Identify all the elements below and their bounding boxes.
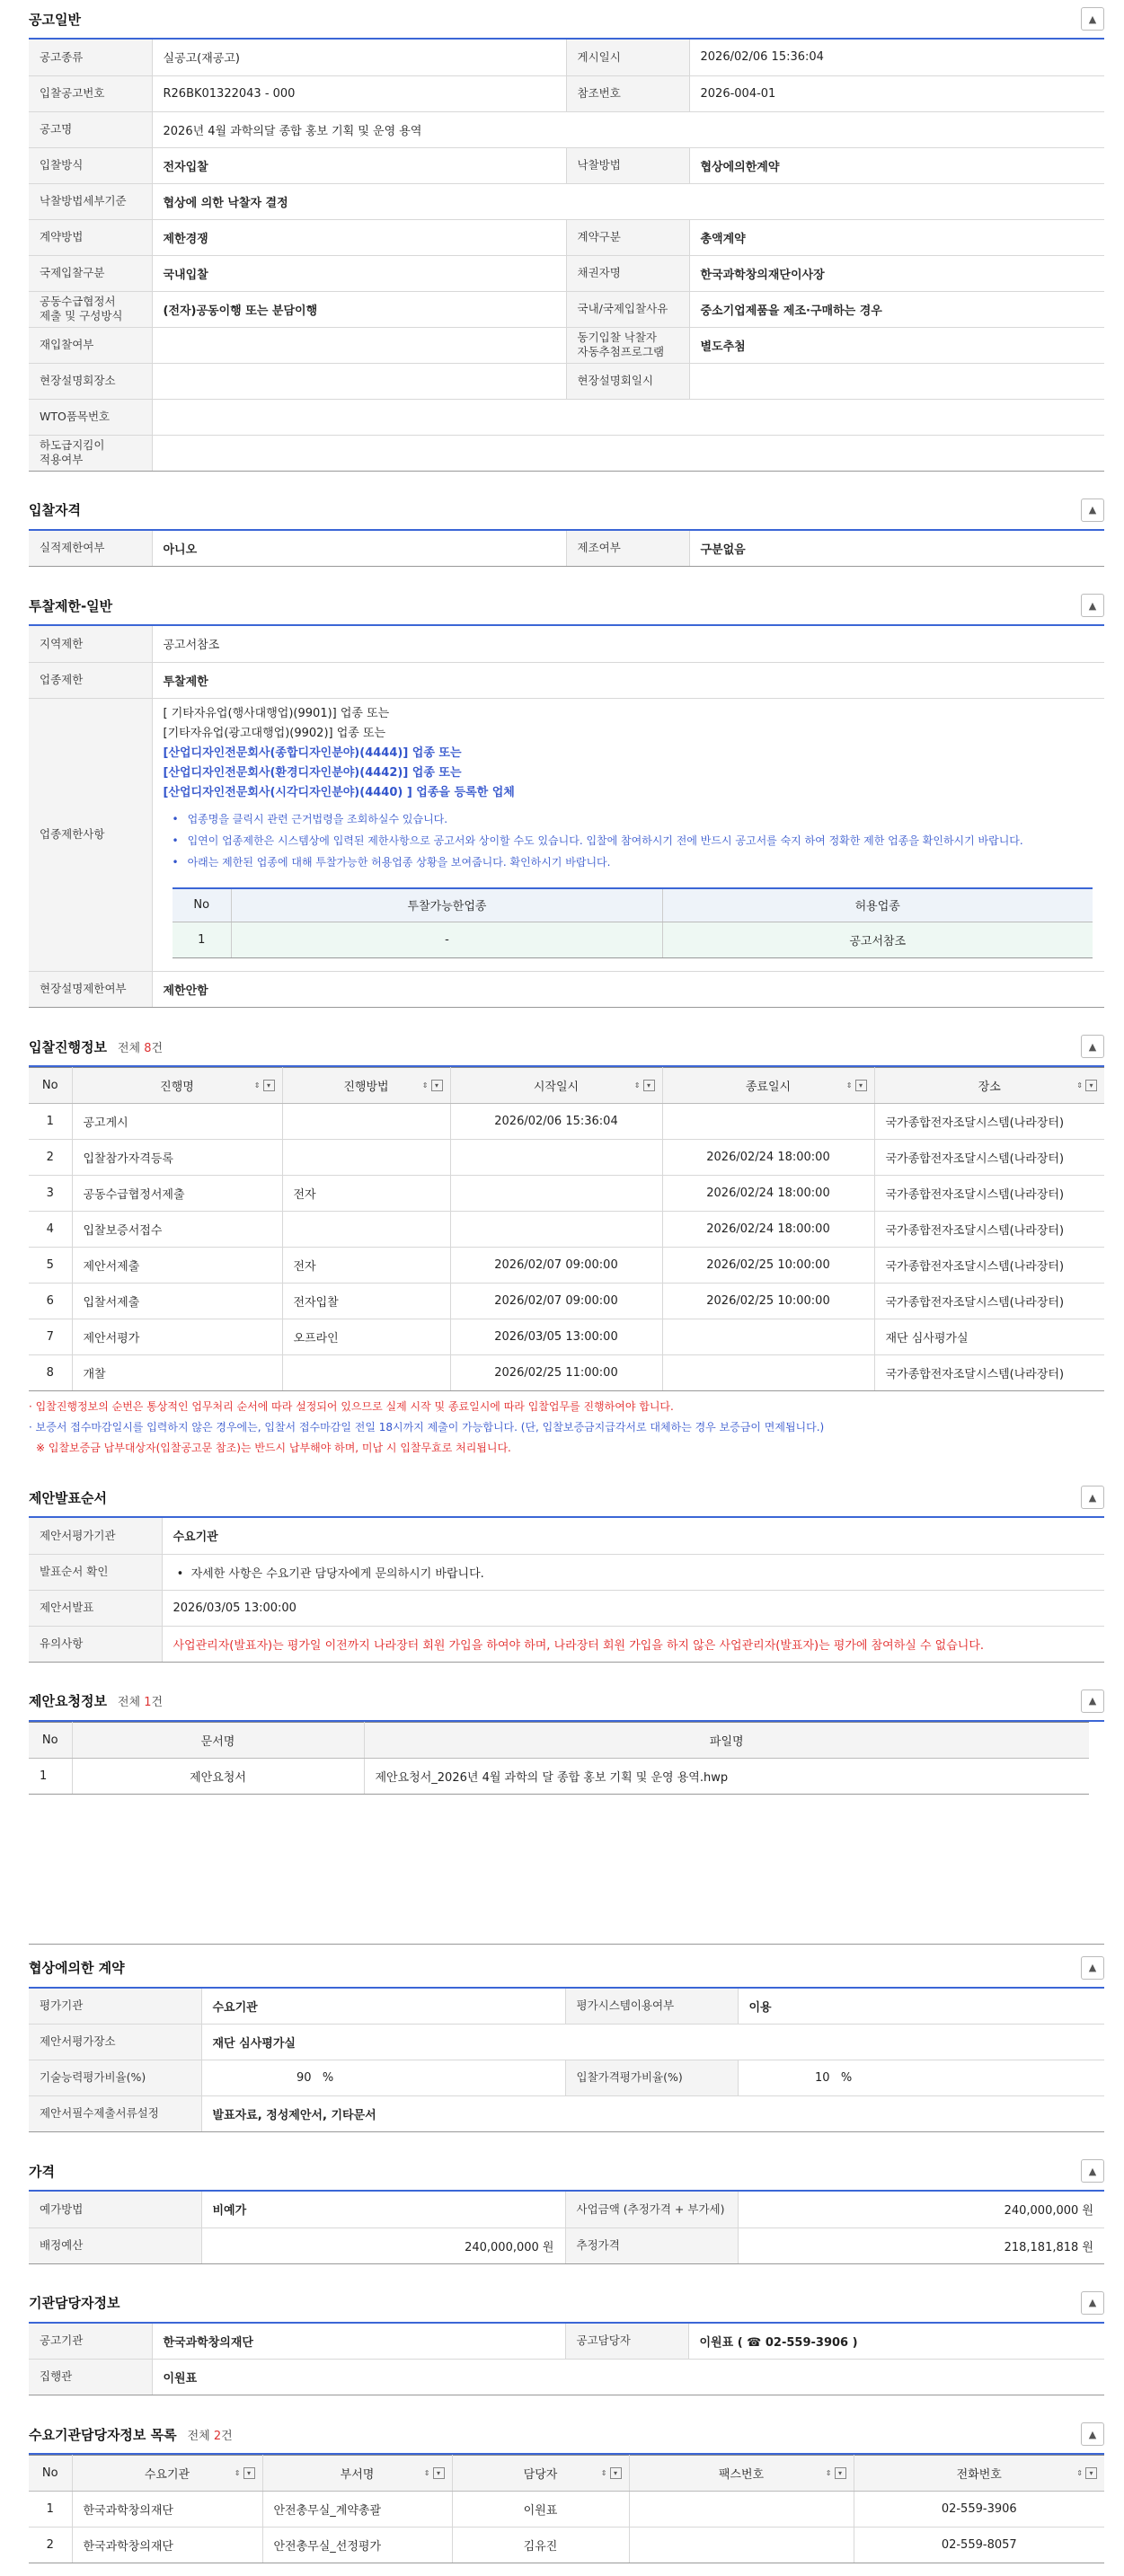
request-section-title: 제안요청정보 전체 1건 [29,1693,164,1709]
field-label: 평가기관 [29,1989,201,2025]
field-label: 재입찰여부 [29,327,152,363]
field-value: 제한안함 [152,972,1104,1008]
info-row: 실적제한여부 아니오 제조여부 구분없음 [29,531,1104,567]
table-cell [629,2527,854,2563]
table-cell: - [232,922,663,958]
column-header: No [173,888,232,922]
info-row [29,2025,1104,2060]
progress-section-count: 전체 8건 [117,1041,164,1055]
info-row: 유의사항 사업관리자(발표자)는 평가일 이전까지 나라장터 회원 가입을 하여야 하며, 나라장터 회원 가입을 하지 않은 사업관리자(발표자)는 평가에 참여하실 수 없습니다. [29,1626,1104,1662]
table-cell: 국가종합전자조달시스템(나라장터) [874,1284,1104,1319]
table-row[interactable] [29,2492,1104,2527]
field-value: 수요기관 [201,1989,565,2025]
progress-table [29,1067,1104,1391]
qualification-table [29,531,1104,568]
table-cell: 전자 [282,1248,450,1284]
table-cell: 재단 심사평가실 [874,1319,1104,1355]
field-label: 현장설명회일시 [566,363,689,399]
table-cell [662,1319,874,1355]
chevron-up-icon[interactable]: ▲ [1081,7,1104,31]
column-header[interactable]: No [29,1068,72,1104]
progress-section-header [29,1028,1104,1067]
table-cell: 2026/03/05 13:00:00 [450,1319,662,1355]
column-header: 문서명 [72,1722,364,1758]
field-value [689,363,1104,399]
table-cell: 2026/02/25 10:00:00 [662,1248,874,1284]
table-cell: 공고서참조 [663,922,1093,958]
info-row: 배정예산 240,000,000 원 추정가격 218,181,818 원 [29,2228,1104,2263]
note-item: · 입찰진행정보의 순번은 통상적인 업무처리 순서에 따라 설정되어 있으므로 실제 시작 및 종료일시에 따라 입찰업무를 진행하여야 합니다. [29,1400,674,1413]
proposal-order-section-title: 제안발표순서 [29,1489,107,1506]
field-value: 한국과학창의재단 [152,2324,565,2360]
request-section-header [29,1682,1104,1722]
progress-section-title: 입찰진행정보 전체 8건 [29,1038,164,1055]
info-row [29,399,1104,435]
field-label: 공동수급협정서 제출 및 구성방식 [29,291,152,327]
contacts-section-title: 수요기관담당자정보 목록 전체 2건 [29,2426,233,2443]
info-row [29,2096,1104,2132]
field-label: 계약방법 [29,219,152,255]
dropdown-icon[interactable]: ▾ [855,1080,867,1091]
dropdown-icon[interactable]: ▾ [433,2467,445,2479]
table-cell [282,1140,450,1176]
info-row [29,1989,1104,2025]
field-label: 입찰공고번호 [29,75,152,111]
dropdown-icon[interactable]: ▾ [643,1080,655,1091]
field-value [152,363,566,399]
field-label: 낙찰방법 [566,147,689,183]
request-section-count: 전체 1건 [117,1696,164,1709]
progress-notes [29,1391,1104,1459]
chevron-up-icon[interactable]: ▲ [1081,1689,1104,1713]
field-value: 중소기업제품을 제조·구매하는 경우 [689,291,1104,327]
column-header[interactable]: 수요기관 ⇕ ▾ [72,2456,262,2492]
table-cell [450,1140,662,1176]
field-label: 공고담당자 [565,2324,688,2360]
sort-icon[interactable]: ⇕ ▾ [846,1080,867,1091]
info-row: 기술능력평가비율(%) 90 % 입찰가격평가비율(%) 10 % [29,2060,1104,2096]
field-label: 참조번호 [566,75,689,111]
field-label: 낙찰방법세부기준 [29,183,152,219]
table-cell: 안전총무실_선정평가 [262,2527,452,2563]
table-cell: 오프라인 [282,1319,450,1355]
sort-icon[interactable]: ⇕ ▾ [826,2467,846,2479]
sort-icon[interactable]: ⇕ ▾ [1076,2467,1097,2479]
note-item: • 입연이 업종제한은 시스템상에 입력된 제한사항으로 공고서와 상이할 수도 있습니다. 입찰에 참여하시기 전에 반드시 공고서를 숙지 하여 정확한 제한 업종을 확인하시기 바랍니다. [164,830,1094,851]
table-cell: 8 [29,1355,72,1391]
table-cell [662,1355,874,1391]
column-header[interactable]: 시작일시 ⇕ ▾ [450,1068,662,1104]
table-cell: 국가종합전자조달시스템(나라장터) [874,1355,1104,1391]
table-cell: 02-559-3906 [854,2492,1104,2527]
industry-link: [기타자유업(광고대행업)(9902)] 업종 또는 [163,726,386,740]
restriction-table: 지역제한 공고서참조 업종제한 투찰제한 업종제한사항 [ 기타자유업(행사대행업)(9901)] 업종 또는 [기타자유업(광고대행업)(9902)] 업종 또는 [산업디자인전문회사(종합디자인분야)(4444)] 업종 또는 [산업디자인전문회사(환경디자인분야)(4442)] 업종 또는 [산업디자인전문회사(시각디자인분야)(4440) ] 업종을 등록한 업체 • 업종명을 클릭시 관련 근거법령을 조회하실수 있습니다. • 입연이 업종제한은 시스템상에 입력된 제한사항으로 공고서와 상이할 수도 있습니다. 입찰에 참여하시기 전에 반드시 공고서를 숙지 하여 정확한 제한 업종을 확인하시기 바랍니다. • 아래는 제한된 업종에 대해 투찰가능한 허용업종 상황을 보여줍니다. 확인하시기 바랍니다. No 투찰가능한업종 허용업종 1 - 공고서참조 현장설명제한여부 제한안함 [29,626,1104,1008]
column-header[interactable]: 진행방법 ⇕ ▾ [282,1068,450,1104]
field-value: 2026/02/06 15:36:04 [689,40,1104,75]
table-cell: 1 [29,1758,72,1794]
table-cell [282,1104,450,1140]
table-cell: 제안서평가 [72,1319,282,1355]
sort-icon[interactable]: ⇕ ▾ [634,1080,655,1091]
table-cell: 개찰 [72,1355,282,1391]
field-value: 발표자료, 정성제안서, 기타문서 [201,2096,1104,2132]
field-value: (전자)공동이행 또는 분담이행 [152,291,566,327]
field-value: 실공고(재공고) [152,40,566,75]
restriction-section-title: 투찰제한-일반 [29,597,113,614]
note-item: • 아래는 제한된 업종에 대해 투찰가능한 허용업종 상황을 보여줍니다. 확인하시기 바랍니다. [164,851,1094,873]
field-label: 국제입찰구분 [29,255,152,291]
chevron-up-icon[interactable]: ▲ [1081,1956,1104,1980]
info-row [29,291,1104,327]
table-cell: 국가종합전자조달시스템(나라장터) [874,1248,1104,1284]
field-value: 별도추첨 [689,327,1104,363]
price-section-header [29,2152,1104,2192]
field-value: 수요기관 [162,1518,1104,1554]
info-row [29,183,1104,219]
field-label: 게시일시 [566,40,689,75]
table-cell: 2026/02/07 09:00:00 [450,1248,662,1284]
table-cell: 국가종합전자조달시스템(나라장터) [874,1104,1104,1140]
negotiation-table [29,1989,1104,2133]
table-row[interactable] [29,1140,1104,1176]
chevron-up-icon[interactable]: ▲ [1081,594,1104,617]
field-value: 2026년 4월 과학의달 종합 홍보 기획 및 운영 용역 [152,111,1104,147]
table-row[interactable] [29,1248,1104,1284]
qualification-section-title: 입찰자격 [29,502,81,518]
dropdown-icon[interactable]: ▾ [431,1080,443,1091]
field-value: 2026-004-01 [689,75,1104,111]
table-cell: 2 [29,1140,72,1176]
table-cell: 입찰서제출 [72,1284,282,1319]
table-cell [282,1212,450,1248]
table-cell [629,2492,854,2527]
table-cell: 2026/02/24 18:00:00 [662,1140,874,1176]
table-cell: 이원표 [452,2492,629,2527]
field-value: 공고서참조 [152,626,1104,662]
contacts-table [29,2455,1104,2563]
table-row[interactable] [29,1284,1104,1319]
info-row [29,435,1104,471]
table-cell: 1 [29,1104,72,1140]
table-row[interactable] [29,1176,1104,1212]
industry-link[interactable]: [산업디자인전문회사(환경디자인분야)(4442)] 업종 또는 [163,765,462,780]
field-value: 국내입찰 [152,255,566,291]
sort-icon[interactable]: ⇕ ▾ [235,2467,255,2479]
info-row [29,2324,1104,2360]
field-value [152,435,1104,471]
column-header[interactable]: 진행명 ⇕ ▾ [72,1068,282,1104]
column-header[interactable]: No [29,2456,72,2492]
field-label: 국내/국제입찰사유 [566,291,689,327]
table-cell: 2026/02/24 18:00:00 [662,1176,874,1212]
proposal-order-table [29,1518,1104,1663]
column-header[interactable]: 장소 ⇕ ▾ [874,1068,1104,1104]
dropdown-icon[interactable]: ▾ [1085,2467,1097,2479]
dropdown-icon[interactable]: ▾ [243,2467,255,2479]
table-cell: 2026/02/25 10:00:00 [662,1284,874,1319]
field-value: 이원표 [152,2360,1104,2395]
industry-link[interactable]: [산업디자인전문회사(종합디자인분야)(4444)] 업종 또는 [163,745,462,760]
general-table [29,40,1104,472]
field-label: 공고종류 [29,40,152,75]
price-section-title: 가격 [29,2163,55,2180]
agency-section-header [29,2284,1104,2324]
field-value: 협상에의한계약 [689,147,1104,183]
field-label: 입찰방식 [29,147,152,183]
note-item: ※ 입찰보증금 납부대상자(입찰공고문 참조)는 반드시 납부해야 하며, 미납 시 입찰무효로 처리됩니다. [36,1442,511,1454]
info-row [29,111,1104,147]
field-label: 공고명 [29,111,152,147]
restriction-notes [164,803,1094,878]
dropdown-icon[interactable]: ▾ [263,1080,275,1091]
field-label: 제안서평가장소 [29,2025,201,2060]
chevron-up-icon[interactable]: ▲ [1081,1035,1104,1058]
table-cell: 공고게시 [72,1104,282,1140]
column-header[interactable]: 종료일시 ⇕ ▾ [662,1068,874,1104]
info-row [29,327,1104,363]
table-cell: 공동수급협정서제출 [72,1176,282,1212]
info-row [29,147,1104,183]
info-row: 예가방법 비예가 사업금액 (추정가격 + 부가세) 240,000,000 원 [29,2192,1104,2228]
industry-detail [152,698,1104,972]
field-value: 협상에 의한 낙찰자 결정 [152,183,1104,219]
sort-icon[interactable]: ⇕ ▾ [1076,1080,1097,1091]
proposal-order-section-header [29,1478,1104,1518]
field-value: 투찰제한 [152,662,1104,698]
field-label: 현장설명회장소 [29,363,152,399]
column-header[interactable]: 부서명 ⇕ ▾ [262,2456,452,2492]
table-cell: 3 [29,1176,72,1212]
table-cell [450,1176,662,1212]
restriction-section-header [29,587,1104,626]
general-section-header [29,0,1104,40]
qualification-section-header [29,491,1104,531]
column-header: 투찰가능한업종 [232,888,663,922]
table-row[interactable] [29,1355,1104,1391]
field-label: 채권자명 [566,255,689,291]
table-cell: 한국과학창의재단 [72,2492,262,2527]
dropdown-icon[interactable]: ▾ [835,2467,846,2479]
table-cell: 4 [29,1212,72,1248]
info-row [29,255,1104,291]
table-cell: 2026/02/06 15:36:04 [450,1104,662,1140]
sort-icon[interactable]: ⇕ ▾ [422,1080,443,1091]
chevron-up-icon[interactable]: ▲ [1081,1486,1104,1509]
table-cell: 국가종합전자조달시스템(나라장터) [874,1140,1104,1176]
info-row: 발표순서 확인 • 자세한 사항은 수요기관 담당자에게 문의하시기 바랍니다. [29,1554,1104,1590]
table-cell: 국가종합전자조달시스템(나라장터) [874,1176,1104,1212]
table-cell: 전자입찰 [282,1284,450,1319]
field-value: 이용 [738,1989,1104,2025]
agency-section-title: 기관담당자정보 [29,2295,120,2311]
table-cell: 1 [29,2492,72,2527]
table-cell: 2026/02/07 09:00:00 [450,1284,662,1319]
info-row [29,219,1104,255]
table-row[interactable] [29,1212,1104,1248]
table-row[interactable] [29,2527,1104,2563]
agency-table [29,2324,1104,2396]
field-value: 한국과학창의재단이사장 [689,255,1104,291]
table-cell: 입찰참가자격등록 [72,1140,282,1176]
field-label: 평가시스템이용여부 [565,1989,738,2025]
field-value: 이원표 ( ☎ 02-559-3906 ) [688,2324,1104,2360]
table-row[interactable] [29,1104,1104,1140]
note-item: • 업종명을 클릭시 관련 근거법령을 조회하실수 있습니다. [164,808,1094,830]
column-header[interactable]: 담당자 ⇕ ▾ [452,2456,629,2492]
table-cell: 5 [29,1248,72,1284]
field-value: R26BK01322043 - 000 [152,75,566,111]
table-cell: 제안서제출 [72,1248,282,1284]
negotiation-section-title: 협상에의한 계약 [29,1960,125,1976]
column-header[interactable]: 전화번호 ⇕ ▾ [854,2456,1104,2492]
contacts-section-count: 전체 2건 [187,2429,233,2443]
info-row: 제안서평가기관 수요기관 [29,1518,1104,1554]
table-cell: 7 [29,1319,72,1355]
dropdown-icon[interactable]: ▾ [610,2467,622,2479]
field-label: 제안서필수제출서류설정 [29,2096,201,2132]
table-cell [282,1355,450,1391]
info-row [29,363,1104,399]
field-label: 공고기관 [29,2324,152,2360]
table-cell: 2026/02/24 18:00:00 [662,1212,874,1248]
dropdown-icon[interactable]: ▾ [1085,1080,1097,1091]
request-table [29,1722,1089,1795]
chevron-up-icon[interactable]: ▲ [1081,498,1104,522]
field-label: 하도급지킴이 적용여부 [29,435,152,471]
sort-icon[interactable]: ⇕ ▾ [424,2467,445,2479]
negotiation-section-header [29,1949,1104,1989]
column-header: 허용업종 [663,888,1093,922]
table-cell: 입찰보증서접수 [72,1212,282,1248]
chevron-up-icon[interactable]: ▲ [1081,2422,1104,2446]
table-cell: 한국과학창의재단 [72,2527,262,2563]
table-cell: 1 [173,922,232,958]
column-header: 파일명 [364,1722,1089,1758]
chevron-up-icon[interactable]: ▲ [1081,2291,1104,2315]
field-value: 재단 심사평가실 [201,2025,1104,2060]
column-header: No [29,1722,72,1758]
file-link[interactable]: 제안요청서_2026년 4월 과학의 달 종합 홍보 기획 및 운영 용역.hwp [364,1758,1089,1794]
info-row [29,2360,1104,2395]
table-row [173,922,1093,958]
field-label: 계약구분 [566,219,689,255]
contacts-section-header [29,2415,1104,2455]
table-cell: 2 [29,2527,72,2563]
table-cell: 전자 [282,1176,450,1212]
field-value: 제한경쟁 [152,219,566,255]
field-value: • 자세한 사항은 수요기관 담당자에게 문의하시기 바랍니다. [162,1554,1104,1590]
table-row[interactable] [29,1319,1104,1355]
field-label: WTO품목번호 [29,399,152,435]
chevron-up-icon[interactable]: ▲ [1081,2159,1104,2183]
table-cell: 국가종합전자조달시스템(나라장터) [874,1212,1104,1248]
table-cell [450,1212,662,1248]
field-value: 전자입찰 [152,147,566,183]
info-row: 제안서발표 2026/03/05 13:00:00 [29,1590,1104,1626]
field-label: 동기입찰 낙찰자 자동추첨프로그램 [566,327,689,363]
table-cell: 2026/02/25 11:00:00 [450,1355,662,1391]
industry-link[interactable]: [산업디자인전문회사(시각디자인분야)(4440) ] 업종을 등록한 업체 [163,785,515,799]
table-cell: 02-559-8057 [854,2527,1104,2563]
industry-link: [ 기타자유업(행사대행업)(9901)] 업종 또는 [163,706,390,720]
field-value [152,327,566,363]
note-item: · 보증서 접수마감일시를 입력하지 않은 경우에는, 입찰서 접수마감일 전일 18시까지 제출이 가능합니다. (단, 입찰보증금지급각서로 대체하는 경우 보증금이 면제됩니다.) [29,1421,825,1434]
sort-icon[interactable]: ⇕ ▾ [254,1080,275,1091]
table-cell: 6 [29,1284,72,1319]
table-row[interactable] [29,1758,1089,1794]
field-value: 2026/03/05 13:00:00 [162,1590,1104,1626]
table-cell: 제안요청서 [72,1758,364,1794]
table-cell: 김유진 [452,2527,629,2563]
column-header[interactable]: 팩스번호 ⇕ ▾ [629,2456,854,2492]
field-value: 총액계약 [689,219,1104,255]
table-cell: 안전총무실_계약총괄 [262,2492,452,2527]
info-row [29,40,1104,75]
general-section-title: 공고일반 [29,11,81,28]
info-row [29,75,1104,111]
field-value [152,399,1104,435]
field-value: 사업관리자(발표자)는 평가일 이전까지 나라장터 회원 가입을 하여야 하며, 나라장터 회원 가입을 하지 않은 사업관리자(발표자)는 평가에 참여하실 수 없습니다. [162,1626,1104,1662]
price-table [29,2192,1104,2264]
table-cell [662,1104,874,1140]
allowed-industry-table [173,887,1093,959]
sort-icon[interactable]: ⇕ ▾ [601,2467,622,2479]
field-label: 집행관 [29,2360,152,2395]
